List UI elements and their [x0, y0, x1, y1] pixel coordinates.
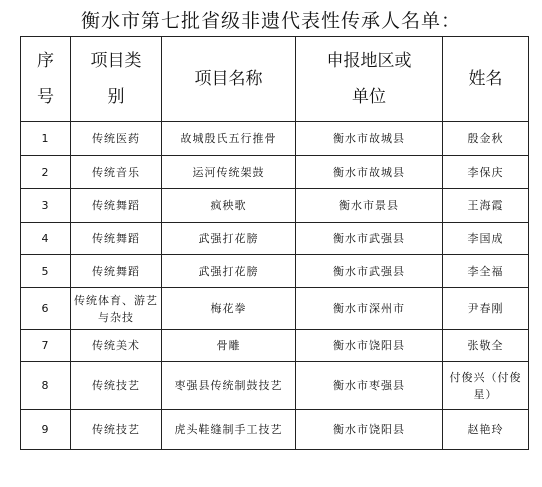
cell-project-name: 疯秧歌 [162, 189, 296, 223]
cell-region-or-unit: 衡水市深州市 [296, 288, 443, 330]
cell-project-name: 武强打花膀 [162, 223, 296, 255]
cell-person-name: 殷金秋 [443, 122, 529, 156]
document-title: 衡水市第七批省级非遗代表性传承人名单： [80, 10, 461, 32]
table-row [21, 330, 529, 362]
cell-region-or-unit: 衡水市武强县 [296, 255, 443, 288]
cell-project-category: 传统技艺 [71, 362, 162, 410]
cell-serial-number: 6 [21, 288, 71, 330]
cell-project-category: 传统体育、游艺与杂技 [71, 288, 162, 330]
cell-region-or-unit: 衡水市饶阳县 [296, 330, 443, 362]
cell-project-category: 传统舞蹈 [71, 223, 162, 255]
cell-person-name: 尹春刚 [443, 288, 529, 330]
cell-project-category: 传统舞蹈 [71, 255, 162, 288]
cell-person-name: 付俊兴（付俊星） [443, 362, 529, 410]
cell-project-name: 武强打花膀 [162, 255, 296, 288]
cell-project-category: 传统舞蹈 [71, 189, 162, 223]
cell-person-name: 张敬全 [443, 330, 529, 362]
cell-serial-number: 8 [21, 362, 71, 410]
table-row [21, 362, 529, 410]
cell-region-or-unit: 衡水市武强县 [296, 223, 443, 255]
cell-project-name: 枣强县传统制鼓技艺 [162, 362, 296, 410]
cell-person-name: 王海霞 [443, 189, 529, 223]
cell-project-name: 骨雕 [162, 330, 296, 362]
cell-project-category: 传统美术 [71, 330, 162, 362]
table-row [21, 156, 529, 189]
cell-project-name: 故城殷氏五行推骨 [162, 122, 296, 156]
cell-person-name: 李全福 [443, 255, 529, 288]
table-row [21, 122, 529, 156]
cell-project-category: 传统技艺 [71, 410, 162, 450]
inheritor-list-table [20, 36, 529, 450]
cell-region-or-unit: 衡水市饶阳县 [296, 410, 443, 450]
cell-serial-number: 9 [21, 410, 71, 450]
cell-project-name: 虎头鞋缝制手工技艺 [162, 410, 296, 450]
cell-serial-number: 2 [21, 156, 71, 189]
cell-person-name: 赵艳玲 [443, 410, 529, 450]
header-project-name: 项目名称 [162, 37, 296, 122]
header-region-or-unit: 申报地区或 单位 [296, 37, 443, 122]
cell-region-or-unit: 衡水市枣强县 [296, 362, 443, 410]
cell-project-category: 传统医药 [71, 122, 162, 156]
cell-serial-number: 1 [21, 122, 71, 156]
cell-person-name: 李国成 [443, 223, 529, 255]
cell-region-or-unit: 衡水市故城县 [296, 122, 443, 156]
table-row [21, 189, 529, 223]
header-person-name: 姓名 [443, 37, 529, 122]
cell-serial-number: 4 [21, 223, 71, 255]
table-row [21, 410, 529, 450]
header-project-category: 项目类 别 [71, 37, 162, 122]
cell-serial-number: 3 [21, 189, 71, 223]
table-header-row [21, 37, 529, 122]
cell-project-name: 梅花拳 [162, 288, 296, 330]
table-row [21, 288, 529, 330]
cell-person-name: 李保庆 [443, 156, 529, 189]
cell-project-name: 运河传统架鼓 [162, 156, 296, 189]
table-row [21, 223, 529, 255]
cell-region-or-unit: 衡水市故城县 [296, 156, 443, 189]
cell-serial-number: 7 [21, 330, 71, 362]
cell-region-or-unit: 衡水市景县 [296, 189, 443, 223]
header-serial-number: 序 号 [21, 37, 71, 122]
table-row [21, 255, 529, 288]
cell-serial-number: 5 [21, 255, 71, 288]
cell-project-category: 传统音乐 [71, 156, 162, 189]
